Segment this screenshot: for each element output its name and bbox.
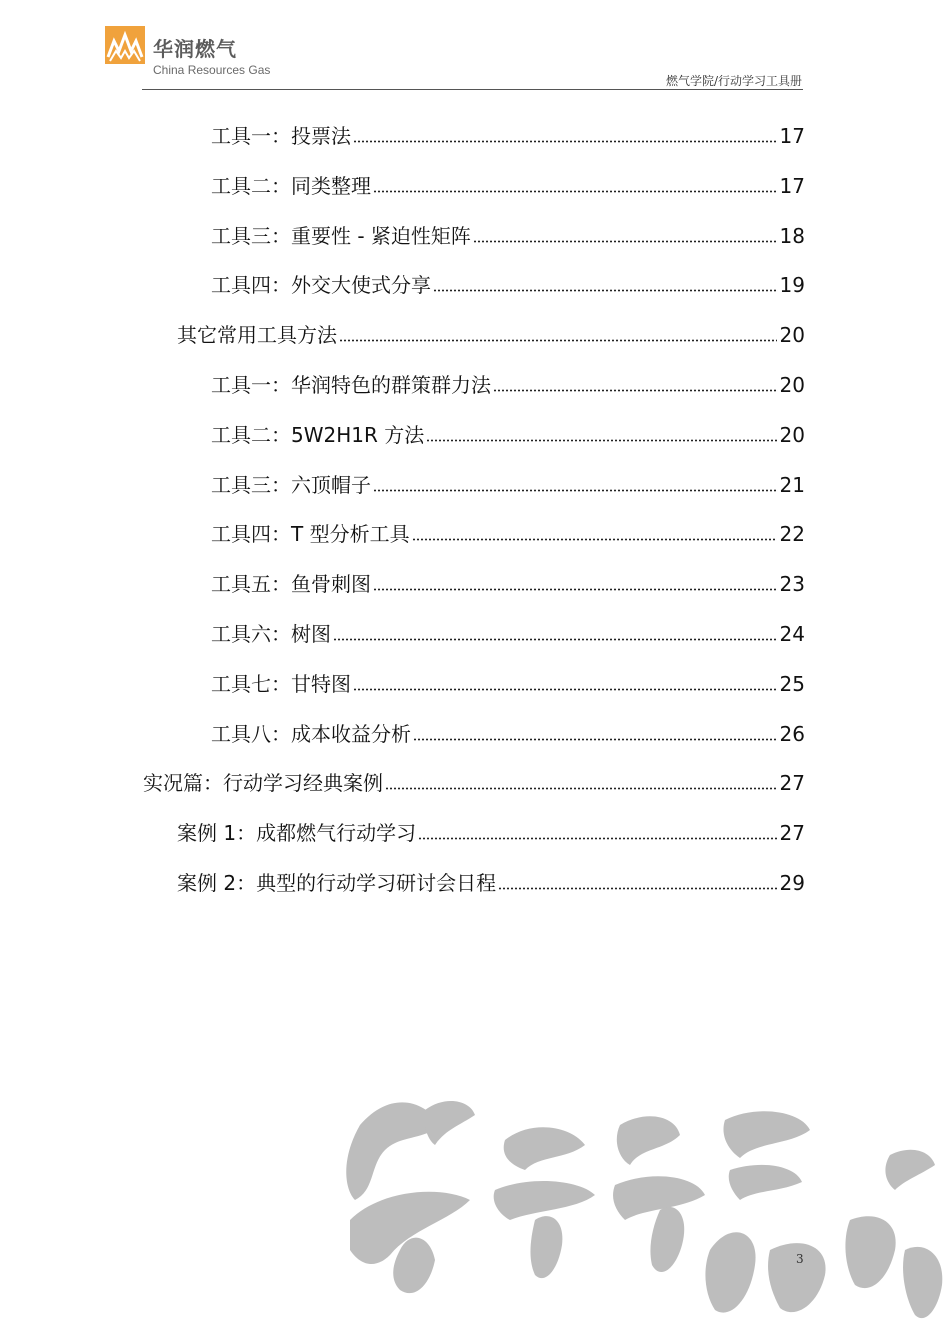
toc-entry[interactable] <box>177 862 805 896</box>
toc-entry[interactable] <box>211 414 805 448</box>
toc-dot-leader <box>373 190 777 193</box>
watermark-brush-strokes <box>346 1101 942 1318</box>
toc-entry-page: 27 <box>779 771 805 796</box>
toc-entry-page: 20 <box>779 323 805 348</box>
toc-entry-page: 19 <box>779 273 805 298</box>
toc-dot-leader <box>412 538 777 541</box>
toc-entry-title: 工具一：投票法 <box>211 124 351 148</box>
toc-entry-title: 工具四：外交大使式分享 <box>211 273 431 298</box>
toc-entry-title: 工具六：树图 <box>211 622 331 646</box>
toc-entry-title: 案例 1：成都燃气行动学习 <box>177 821 417 846</box>
toc-entry-title: 工具八：成本收益分析 <box>211 721 411 746</box>
toc-entry-page: 17 <box>779 124 805 148</box>
toc-dot-leader <box>418 837 777 840</box>
toc-dot-leader <box>385 787 777 790</box>
toc-entry-page: 20 <box>779 422 805 447</box>
toc-dot-leader <box>498 887 777 890</box>
logo-english-name: China Resources Gas <box>153 63 271 77</box>
toc-entry[interactable] <box>143 762 805 796</box>
toc-entry[interactable] <box>211 464 805 498</box>
toc-entry[interactable] <box>211 165 805 199</box>
toc-entry-title: 案例 2：典型的行动学习研讨会日程 <box>177 871 497 895</box>
header-divider <box>142 89 803 90</box>
toc-dot-leader <box>339 339 777 342</box>
toc-entry[interactable] <box>211 663 805 697</box>
toc-entry[interactable] <box>211 215 805 249</box>
toc-dot-leader <box>426 439 777 442</box>
toc-entry[interactable] <box>211 264 805 298</box>
toc-entry-page: 18 <box>779 223 805 248</box>
toc-entry[interactable] <box>211 513 805 547</box>
toc-entry-page: 23 <box>779 572 805 597</box>
toc-dot-leader <box>333 638 777 641</box>
toc-entry-title: 工具七：甘特图 <box>211 671 351 696</box>
toc-entry[interactable] <box>211 563 805 597</box>
toc-entry-page: 20 <box>779 373 805 397</box>
toc-entry-page: 26 <box>779 721 805 746</box>
toc-entry-page: 24 <box>779 622 805 646</box>
toc-entry-page: 21 <box>779 472 805 497</box>
toc-dot-leader <box>493 389 777 392</box>
toc-entry-page: 27 <box>779 821 805 846</box>
toc-entry-page: 25 <box>779 671 805 696</box>
logo-chinese-name: 华润燃气 <box>153 37 237 61</box>
running-title: 燃气学院/行动学习工具册 <box>665 74 802 88</box>
toc-entry-title: 实况篇：行动学习经典案例 <box>143 771 383 796</box>
toc-entry[interactable] <box>177 812 805 846</box>
toc-entry-page: 29 <box>779 871 805 895</box>
toc-entry-title: 工具三：重要性 - 紧迫性矩阵 <box>211 223 471 248</box>
toc-dot-leader <box>433 289 777 292</box>
china-resources-gas-logo-icon <box>105 26 145 64</box>
toc-entry[interactable] <box>211 115 805 149</box>
toc-entry[interactable] <box>211 713 805 747</box>
page-header <box>0 0 950 100</box>
page-number: 3 <box>796 1252 804 1266</box>
toc-entry[interactable] <box>211 613 805 647</box>
toc-entry[interactable] <box>211 364 805 398</box>
toc-dot-leader <box>353 688 777 691</box>
toc-entry[interactable] <box>177 314 805 348</box>
toc-entry-page: 17 <box>779 173 805 198</box>
toc-dot-leader <box>473 240 777 243</box>
toc-entry-title: 工具一：华润特色的群策群力法 <box>211 373 491 397</box>
toc-entry-title: 工具四：T 型分析工具 <box>211 522 410 547</box>
toc-entry-title: 工具二：同类整理 <box>211 173 371 198</box>
toc-entry-title: 工具三：六顶帽子 <box>211 472 371 497</box>
toc-dot-leader <box>353 140 777 143</box>
toc-entry-title: 工具二：5W2H1R 方法 <box>211 422 425 447</box>
toc-entry-title: 其它常用工具方法 <box>177 323 337 348</box>
toc-entry-page: 22 <box>779 522 805 547</box>
toc-dot-leader <box>373 588 777 591</box>
toc-entry-title: 工具五：鱼骨刺图 <box>211 572 371 597</box>
toc-dot-leader <box>413 738 777 741</box>
toc-dot-leader <box>373 489 777 492</box>
calligraphy-watermark <box>330 1070 950 1344</box>
